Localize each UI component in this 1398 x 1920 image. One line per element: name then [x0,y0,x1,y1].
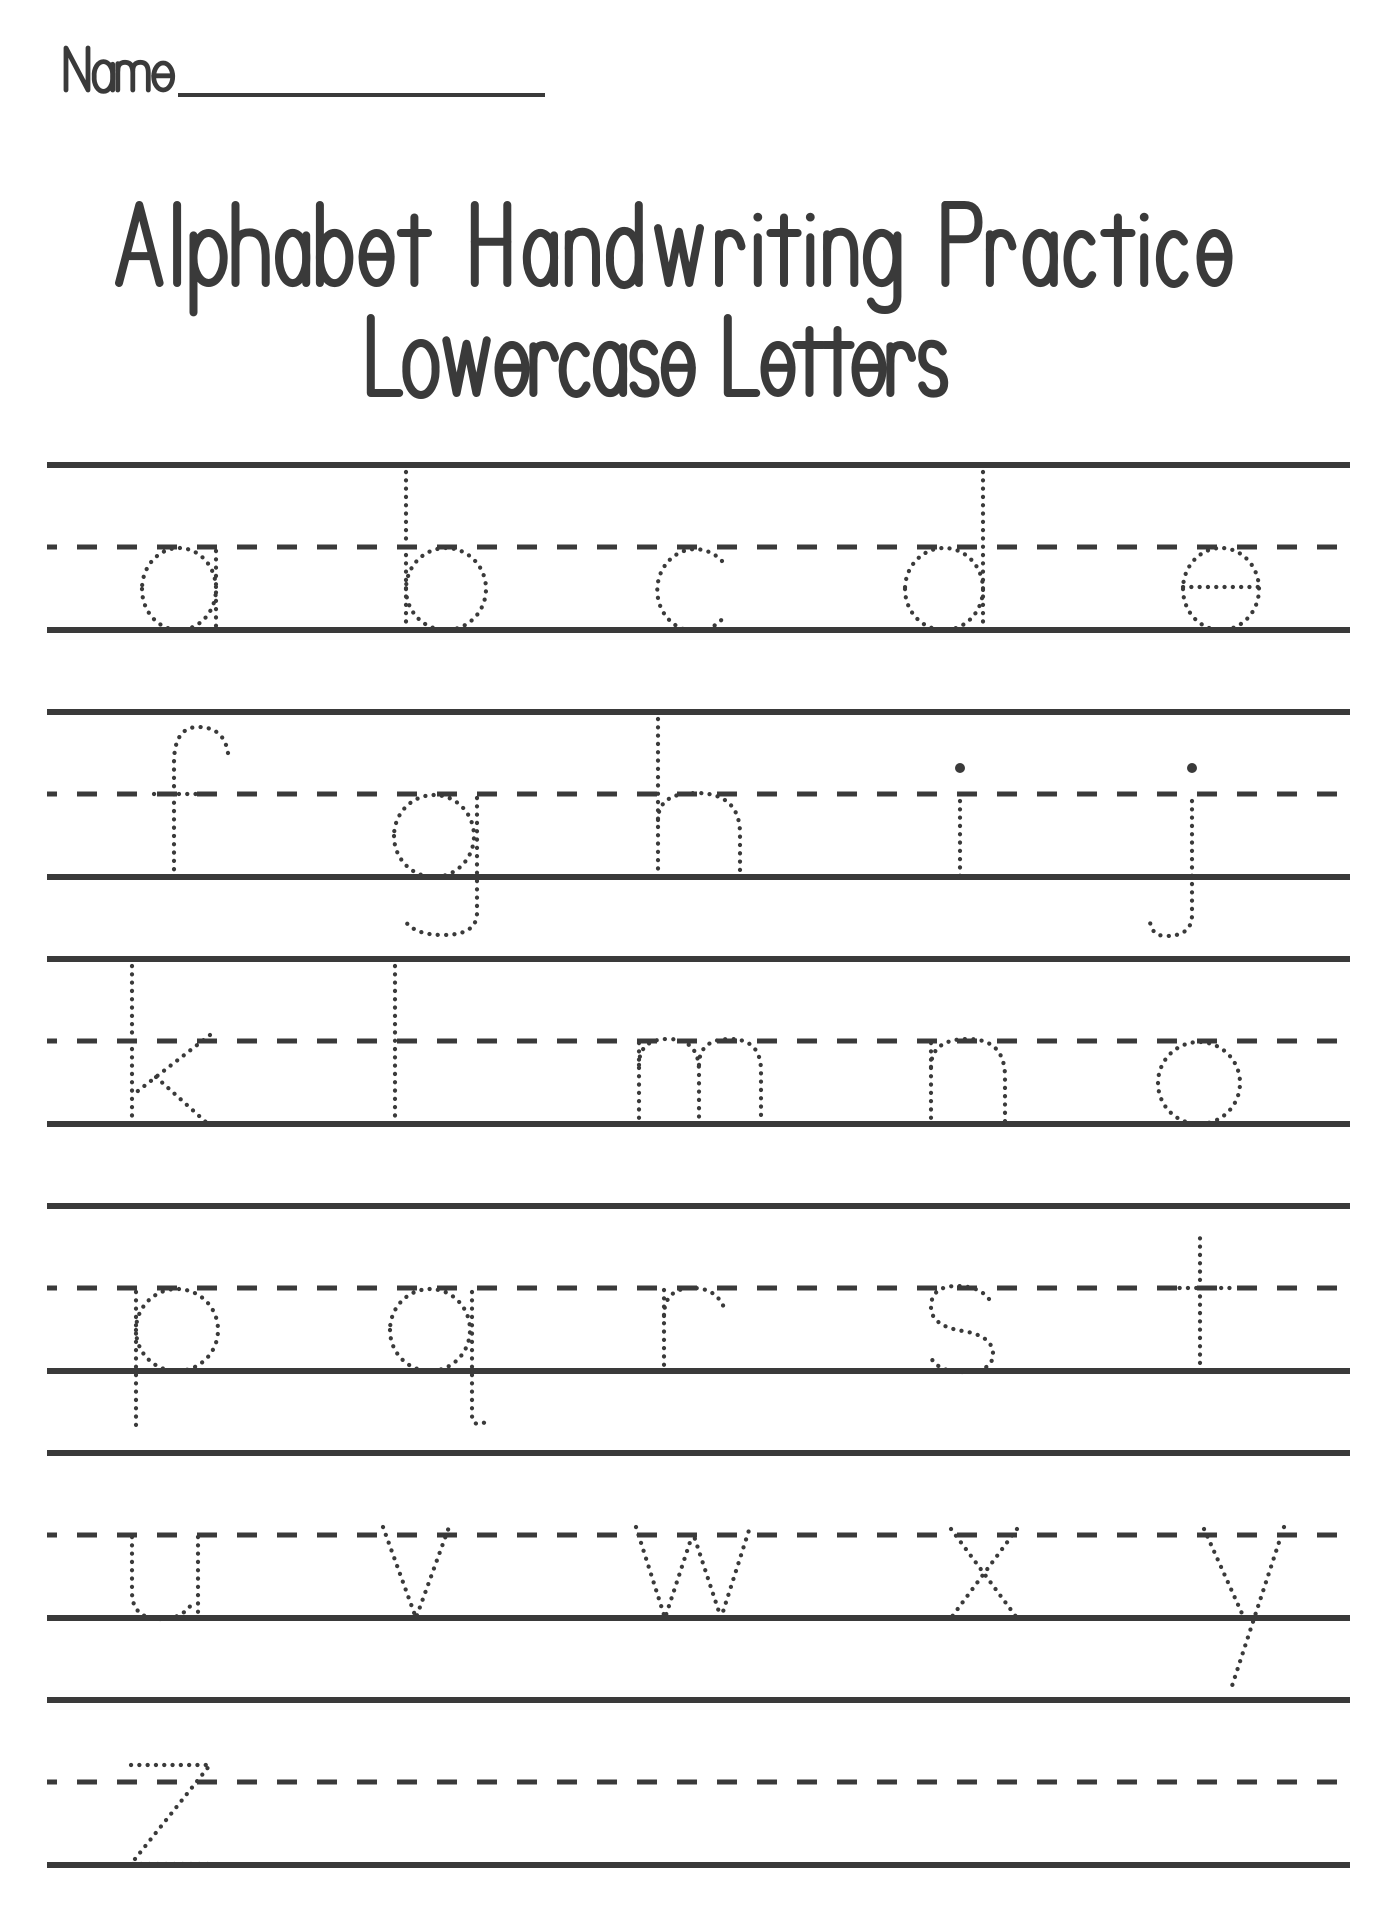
trace-letter-e [1183,548,1259,630]
glyph-P [945,205,978,283]
trace-letter-n [931,1039,1005,1124]
glyph-N [66,48,88,90]
trace-letter-w [636,1527,750,1618]
glyph-A [119,205,160,283]
glyph-c [563,346,587,394]
glyph-r [990,233,1013,283]
glyph-m [118,62,149,90]
page-subtitle [371,318,944,395]
practice-row-5 [47,1453,1350,1686]
practice-row-6 [47,1700,1350,1865]
trace-letter-c [657,549,724,631]
trace-letter-s [931,1286,993,1372]
trace-letter-t [1163,1238,1237,1371]
trace-letter-j [1150,763,1197,936]
glyph-g [867,233,898,310]
trace-letter-b [406,472,486,630]
trace-letter-k [132,966,210,1124]
glyph-H [475,205,508,283]
glyph-s [634,344,656,394]
practice-row-3 [47,959,1350,1124]
glyph-L [371,318,399,393]
name-label [66,48,173,91]
trace-letter-u [132,1537,198,1619]
practice-rows [47,465,1350,1865]
glyph-t [770,218,797,284]
trace-letter-r [664,1288,725,1371]
glyph-e [856,345,883,393]
trace-letter-p [136,1289,218,1433]
trace-letter-g [394,795,477,935]
practice-row-2 [47,712,1350,936]
glyph-i [806,213,815,283]
glyph-c [1067,234,1092,284]
glyph-n [569,232,596,283]
practice-row-4 [47,1206,1350,1433]
trace-letter-h [658,719,740,877]
name-field [66,48,545,95]
glyph-e [665,345,692,393]
glyph-h [236,205,266,283]
glyph-w [658,228,700,283]
trace-letter-d [905,472,983,630]
trace-letter-a [142,548,216,630]
glyph-r [533,345,555,393]
glyph-t [796,330,822,393]
glyph-i [753,213,762,283]
trace-letter-f [154,727,228,877]
glyph-s [922,344,944,394]
glyph-t [401,218,428,284]
trace-letter-v [383,1527,449,1618]
glyph-r [890,345,912,393]
glyph-t [824,330,850,393]
glyph-e [363,233,391,283]
glyph-a [527,233,554,283]
trace-letter-i [955,763,965,877]
glyph-i [1140,213,1149,283]
glyph-w [446,340,487,393]
glyph-e [154,63,173,90]
trace-letter-o [1158,1042,1240,1124]
glyph-t [1104,218,1131,284]
practice-row-1 [47,465,1350,631]
glyph-a [279,233,306,283]
glyph-a [94,62,113,92]
glyph-e [1201,233,1229,283]
trace-letter-y [1204,1527,1284,1686]
glyph-o [406,343,435,395]
glyph-e [499,345,526,393]
glyph-n [827,232,854,283]
glyph-d [610,205,639,285]
glyph-a [597,345,623,393]
glyph-b [320,205,350,283]
trace-letter-q [390,1289,488,1424]
glyph-L [728,318,756,393]
page-title [119,205,1229,312]
glyph-a [1027,233,1054,283]
trace-letter-x [951,1529,1017,1618]
glyph-c [1160,234,1185,284]
glyph-r [719,233,742,283]
trace-letter-m [639,1039,761,1124]
glyph-p [193,233,223,312]
glyph-e [765,345,792,393]
